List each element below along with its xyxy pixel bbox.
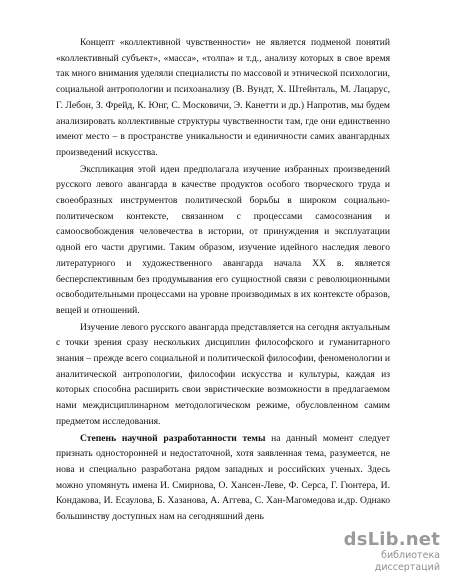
watermark-subtitle: библиотека диссертаций: [374, 550, 440, 573]
paragraph-4-text: на данный момент следует признать односторонней и недостаточной, хотя заявленная тема, разумеется, не нова и специально разработана рядом западных и российских ученых. Здесь можно упомянуть имена И. Смирнова, О. Хансен-Леве, Ф. Серса, Г. Гюнтера, И. Кондакова, И. Есаулова, Б. Хазанова, А. Аггева, С. Хан-Магомедова и.др. Однако большинству доступных нам на сегодняшний день: [56, 432, 390, 523]
dslib-watermark: [322, 530, 440, 574]
paragraph-4-lead: Степень научной разработанности темы: [80, 432, 266, 444]
paragraph-1: [56, 35, 390, 161]
paragraph-4: [56, 431, 390, 525]
paragraph-2-text: Экспликация этой идеи предполагала изучение избранных произведений русского левого авангарда в качестве продуктов особого творческого труда и своеобразных инструментов политической борьбы в широком социально-политическом контексте, связанном с процессами самосознания и самоосвобождения человечества в истории, от принуждения и эксплуатации одной его части другими. Таким образом, изучение идейного наследия левого литературного и художественного авангарда начала XX в. является бесперспективным без продумывания его сущностной связи с революционными освободительными процессами на уровне производимых в их контексте образов, вещей и отношений.: [56, 163, 390, 316]
watermark-logo: [322, 530, 440, 550]
paragraph-3-text: Изучение левого русского авангарда представляется на сегодня актуальным с точки зрения сразу нескольких дисциплин философского и гуманитарного знания – прежде всего социальной и политической философии, феноменологии и аналитической антропологии, философии искусства и культуры, каждая из которых способна расширить свои эвристические возможности в предлагаемом нами междисциплинарном методологическом режиме, обусловленном самим предметом исследования.: [56, 321, 390, 427]
document-page: [56, 35, 390, 525]
paragraph-2: [56, 162, 390, 319]
watermark-logo-domain: .net: [398, 529, 440, 550]
paragraph-3: [56, 320, 390, 430]
paragraph-1-text: Концепт «коллективной чувственности» не является подменой понятий «коллективный субъект», «масса», «толпа» и т.д., анализу которых в свое время так много внимания уделяли специалисты по массовой и этнической психологии, социальной антропологии и психоанализу (В. Вундт, Х. Штейнталь, М. Лацарус, Г. Лебон, З. Фрейд, К. Юнг, С. Московичи, Э. Канетти и др.) Напротив, мы будем анализировать коллективные структуры чувственности там, где они единственно имеют место – в пространстве уникальности и единичности самих авангардных произведений искусства.: [56, 37, 390, 158]
watermark-logo-name: dsLib: [343, 529, 399, 550]
